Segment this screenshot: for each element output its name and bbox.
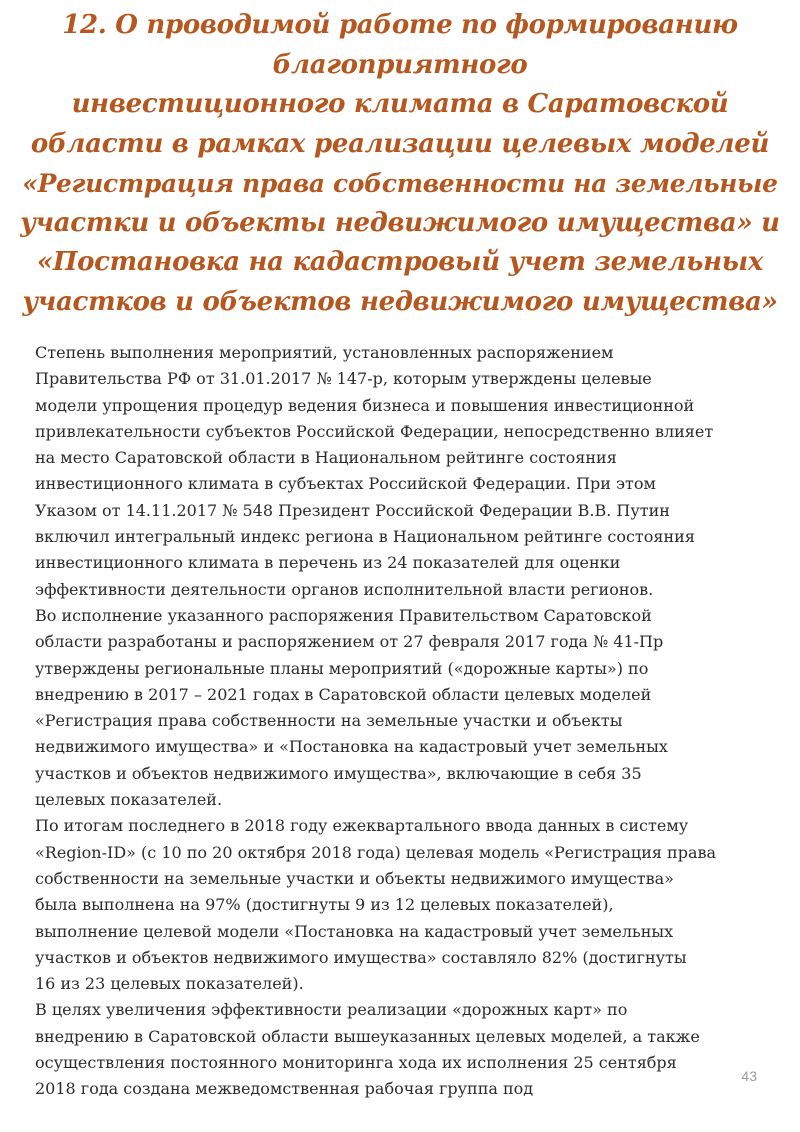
body-line: инвестиционного климата в субъектах Российской Федерации. При этом — [35, 474, 656, 494]
body-line: внедрению в 2017 – 2021 годах в Саратовской области целевых моделей — [35, 684, 652, 704]
body-line: модели упрощения процедур ведения бизнеса и повышения инвестиционной — [35, 395, 695, 415]
body-line: эффективности деятельности органов исполнительной власти регионов. — [35, 579, 654, 599]
title-line: участки и объекты недвижимого имущества» и — [20, 207, 780, 238]
slide-title — [20, 6, 780, 322]
body-line: на место Саратовской области в Национальном рейтинге состояния — [35, 448, 617, 468]
body-line: участков и объектов недвижимого имущества» составляло 82% (достигнуты — [35, 947, 687, 967]
body-line: Правительства РФ от 31.01.2017 № 147-р, которым утверждены целевые — [35, 369, 652, 389]
body-line: выполнение целевой модели «Постановка на кадастровый учет земельных — [35, 921, 674, 941]
body-line: привлекательности субъектов Российской Федерации, непосредственно влияет — [35, 421, 714, 441]
body-line: инвестиционного климата в перечень из 24 показателей для оценки — [35, 553, 621, 573]
page-number: 43 — [741, 1068, 757, 1084]
body-line: внедрению в Саратовской области вышеуказанных целевых моделей, а также — [35, 1026, 700, 1046]
body-line: утверждены региональные планы мероприятий («дорожные карты») по — [35, 658, 649, 678]
body-line: осуществления постоянного мониторинга хода их исполнения 25 сентября — [35, 1053, 677, 1073]
body-line: собственности на земельные участки и объекты недвижимого имущества» — [35, 868, 674, 888]
body-line: недвижимого имущества» и «Постановка на кадастровый учет земельных — [35, 737, 668, 757]
title-line: инвестиционного климата в Саратовской — [71, 89, 729, 119]
body-line: Во исполнение указанного распоряжения Правительством Саратовской — [35, 605, 652, 625]
body-line: По итогам последнего в 2018 году ежеквартального ввода данных в систему — [35, 816, 689, 836]
body-line: «Region-ID» (с 10 по 20 октября 2018 года) целевая модель «Регистрация права — [35, 842, 717, 862]
title-line: благоприятного — [272, 49, 528, 80]
body-line: была выполнена на 97% (достигнуты 9 из 12 целевых показателей), — [35, 895, 614, 915]
body-line: целевых показателей. — [35, 790, 223, 810]
body-line: 2018 года создана межведомственная рабочая группа под — [35, 1079, 534, 1099]
body-line: участков и объектов недвижимого имущества», включающие в себя 35 — [35, 763, 642, 783]
body-line: 16 из 23 целевых показателей). — [35, 974, 304, 994]
title-line: «Постановка на кадастровый учет земельных — [36, 247, 764, 277]
title-line: области в рамках реализации целевых моделей — [30, 128, 770, 159]
title-line: «Регистрация права собственности на земельные — [22, 169, 778, 198]
title-line: 12. О проводимой работе по формированию — [62, 10, 738, 40]
body-line: области разработаны и распоряжением от 27 февраля 2017 года № 41-Пр — [35, 632, 664, 652]
title-line: участков и объектов недвижимого имущества» — [22, 286, 778, 317]
body-line: Степень выполнения мероприятий, установленных распоряжением — [35, 343, 614, 362]
body-line: Указом от 14.11.2017 № 548 Президент Российской Федерации В.В. Путин — [35, 500, 670, 520]
body-text — [35, 340, 770, 1103]
body-line: В целях увеличения эффективности реализации «дорожных карт» по — [35, 1000, 628, 1020]
body-line: «Регистрация права собственности на земельные участки и объекты — [35, 711, 623, 731]
body-line: включил интегральный индекс региона в Национальном рейтинге состояния — [35, 527, 695, 547]
